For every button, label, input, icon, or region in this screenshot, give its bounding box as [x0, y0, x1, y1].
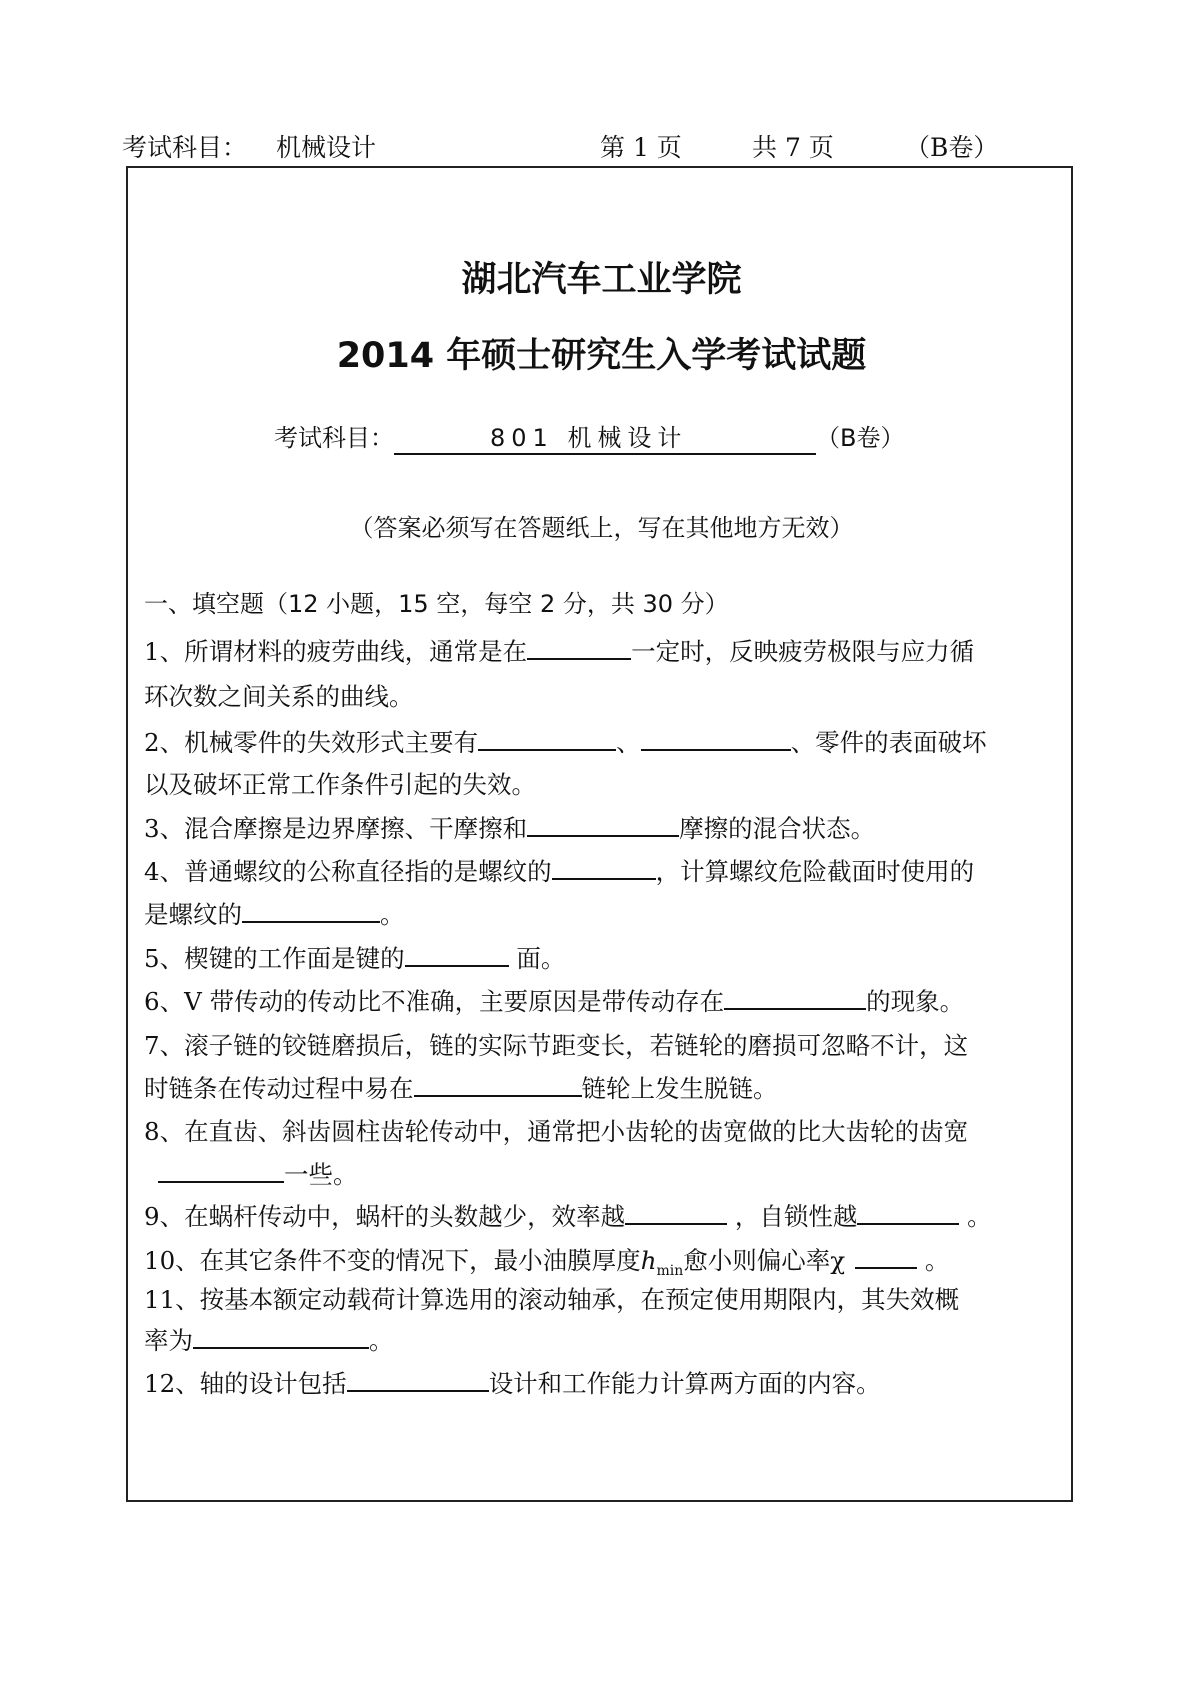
answer-blank [158, 1157, 284, 1183]
answer-blank [625, 1199, 727, 1225]
question-10: 10、在其它条件不变的情况下，最小油膜厚度$h_{min}$愈小则偏心率χ 。 [144, 1237, 1064, 1295]
exam-title: 2014 年硕士研究生入学考试试题 [336, 336, 867, 376]
subject-fill: 801 机械设计 [394, 418, 816, 455]
answer-blank [414, 1071, 582, 1097]
header-total-pages: 共 7 页 [752, 133, 834, 162]
question-6: 6、V 带传动的传动比不准确，主要原因是带传动存在 的现象。 [144, 978, 1064, 1026]
question-4-cont: 是螺纹的 。 [144, 891, 1064, 939]
question-11: 11、按基本额定动载荷计算选用的滚动轴承，在预定使用期限内，其失效概 [144, 1285, 960, 1314]
question-1: 1、所谓材料的疲劳曲线，通常是在 一定时，反映疲劳极限与应力循 [144, 628, 1064, 676]
header-subject-label: 考试科目： [122, 133, 248, 162]
question-11-cont: 率为 。 [144, 1317, 1064, 1365]
question-4: 4、普通螺纹的公称直径指的是螺纹的 ，计算螺纹危险截面时使用的 [144, 848, 1064, 896]
question-7: 7、滚子链的铰链磨损后，链的实际节距变长，若链轮的磨损可忽略不计，这 [144, 1031, 969, 1060]
school-name: 湖北汽车工业学院 [461, 260, 742, 300]
answer-blank [552, 854, 656, 880]
header-paper-version: （B卷） [905, 133, 999, 162]
answer-blank [641, 725, 791, 751]
answer-blank [527, 634, 631, 660]
question-12: 12、轴的设计包括 设计和工作能力计算两方面的内容。 [144, 1360, 1064, 1408]
answer-blank [242, 897, 380, 923]
answer-blank [405, 941, 509, 967]
question-9: 9、在蜗杆传动中，蜗杆的头数越少，效率越 ，自锁性越 。 [144, 1193, 1064, 1241]
page-header [0, 128, 1190, 168]
question-3: 3、混合摩擦是边界摩擦、干摩擦和 摩擦的混合状态。 [144, 805, 1064, 853]
exam-frame [126, 166, 1073, 1502]
section-heading: 一、填空题（12 小题，15 空，每空 2 分，共 30 分） [144, 590, 729, 618]
answer-blank [855, 1243, 917, 1269]
header-subject-value: 机械设计 [276, 133, 377, 162]
answer-blank [724, 984, 866, 1010]
header-page-number: 第 1 页 [600, 133, 682, 162]
answer-blank [193, 1323, 369, 1349]
hmin-symbol: $h_{min}$ [640, 1246, 684, 1279]
answer-notice: （答案必须写在答题纸上，写在其他地方无效） [349, 514, 854, 542]
answer-blank [347, 1366, 489, 1392]
question-1-cont: 环次数之间关系的曲线。 [144, 682, 414, 711]
question-2-cont: 以及破坏正常工作条件引起的失效。 [144, 770, 536, 799]
subject-paper-version: （B卷） [816, 424, 905, 452]
answer-blank [478, 725, 616, 751]
question-8: 8、在直齿、斜齿圆柱齿轮传动中，通常把小齿轮的齿宽做的比大齿轮的齿宽 [144, 1117, 969, 1146]
question-7-cont: 时链条在传动过程中易在 链轮上发生脱链。 [144, 1065, 1064, 1113]
question-5: 5、楔键的工作面是键的 面。 [144, 935, 1064, 983]
subject-label: 考试科目： [274, 424, 394, 452]
question-2: 2、机械零件的失效形式主要有 、 、零件的表面破坏 [144, 719, 1064, 767]
answer-blank [857, 1199, 959, 1225]
subject-line [274, 418, 904, 455]
question-8-cont: 一些。 [144, 1151, 1078, 1199]
answer-blank [527, 811, 679, 837]
